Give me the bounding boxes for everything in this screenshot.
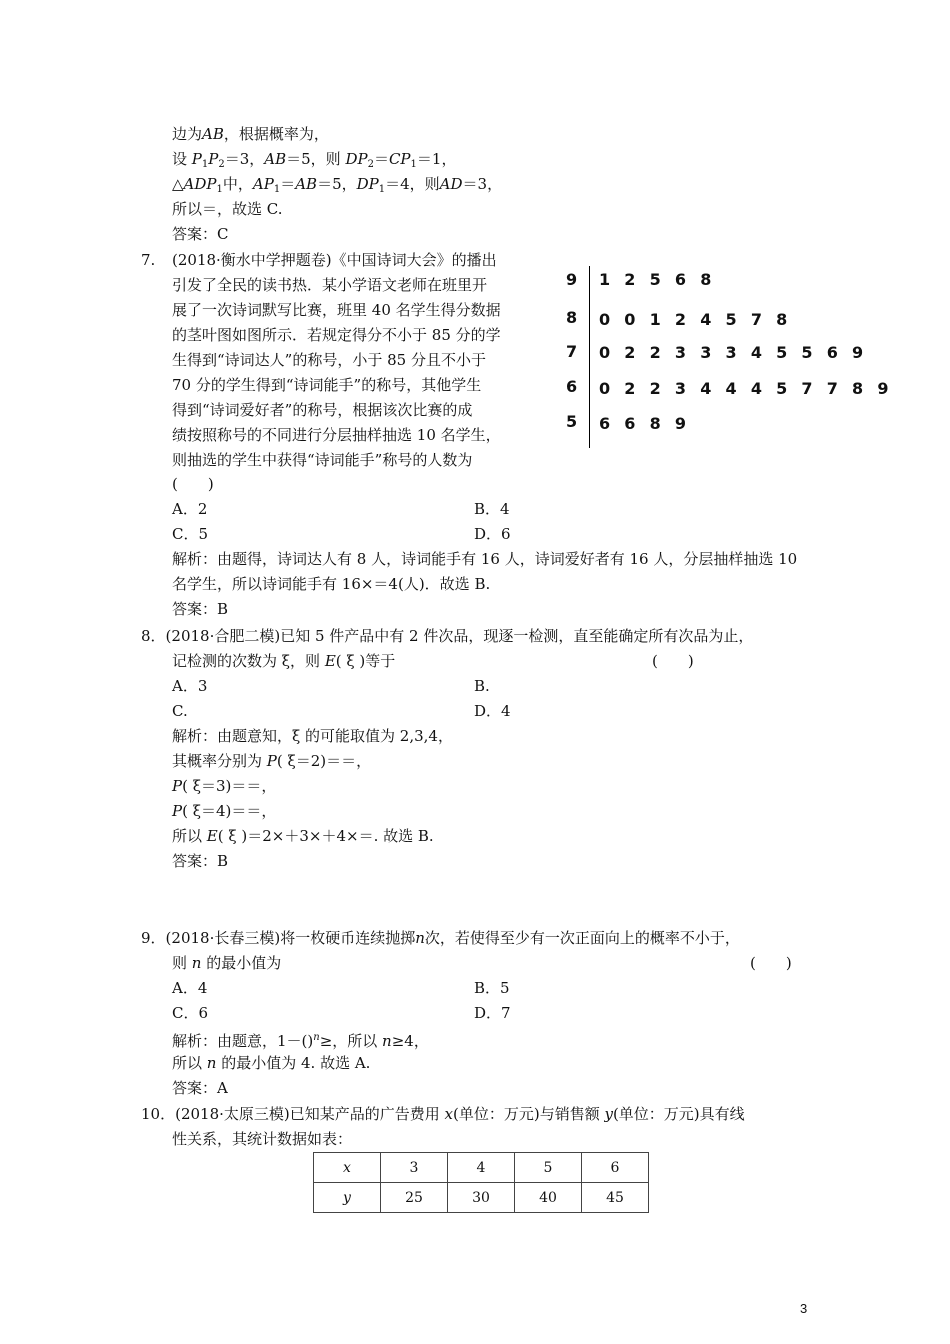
table-cell: 5 [515,1153,582,1183]
leaves-7: 0 2 2 3 3 3 4 5 5 6 9 [599,343,868,362]
q9-answer: 答案：A [172,1079,228,1097]
leaves-6: 0 2 2 3 4 4 4 5 7 7 8 9 [599,379,893,398]
table-cell: y [314,1183,381,1213]
q9-solution-1: 解析：由题意，1－()$^n$≥，所以 n≥4， [172,1032,429,1050]
q8-option-c: C. [172,702,188,720]
table-row-x [314,1153,649,1183]
q7-option-b: B．4 [474,500,510,518]
leaves-9: 1 2 5 6 8 [599,270,716,289]
stem-7: 7 [566,342,578,361]
q9-option-b: B．5 [474,979,510,997]
q8-line-2: 记检测的次数为 ξ，则 E( ξ )等于 [172,652,396,670]
q7-option-a: A．2 [172,500,208,518]
leaves-5: 6 6 8 9 [599,414,691,433]
q7-option-c: C．5 [172,525,209,543]
q9-solution-2: 所以 n 的最小值为 4. 故选 A. [172,1054,371,1072]
stem-9: 9 [566,270,578,289]
q8-line-1: 8．(2018·合肥二模)已知 5 件产品中有 2 件次品，现逐一检测，直至能确定所有次品为止， [141,627,754,645]
q6-line-3: $\triangle ADP_1$中，$AP_1=AB=5$，$DP_1=4$，则AD＝3， [172,175,503,195]
q8-option-d: D．4 [474,702,511,720]
stem-6: 6 [566,377,578,396]
stem-divider-line [589,266,590,448]
q9-option-a: A．4 [172,979,208,997]
q10-line-2: 性关系，其统计数据如表： [172,1130,353,1148]
q7-answer-paren: ( ) [172,475,214,493]
table-cell: 3 [381,1153,448,1183]
q8-solution-5: 所以 E( ξ )＝2×＋3×＋4×＝. 故选 B. [172,827,434,845]
q7-line-2: 引发了全民的读书热．某小学语文老师在班里开 [172,276,488,294]
q8-solution-2: 其概率分别为 P( ξ＝2)＝＝， [172,752,372,770]
q9-line-1: 9．(2018·长春三模)将一枚硬币连续抛掷n次，若使得至少有一次正面向上的概率不小于， [141,929,740,947]
q9-option-d: D．7 [474,1004,511,1022]
table-row-y [314,1183,649,1213]
q8-solution-3: P( ξ＝3)＝＝， [172,777,277,795]
q6-answer: 答案：C [172,225,229,243]
table-cell: x [314,1153,381,1183]
q6-line-4: 所以＝，故选 C. [172,200,283,218]
table-cell: 4 [448,1153,515,1183]
q8-solution-4: P( ξ＝4)＝＝， [172,802,277,820]
q7-solution-2: 名学生，所以诗词能手有 16×＝4(人)．故选 B. [172,575,491,593]
q7-answer: 答案：B [172,600,229,618]
q8-option-b: B. [474,677,490,695]
q7-line-1: (2018·衡水中学押题卷)《中国诗词大会》的播出 [172,251,497,269]
table-cell: 45 [582,1183,649,1213]
q10-data-table [313,1152,649,1213]
q7-line-5: 生得到“诗词达人”的称号，小于 85 分且不小于 [172,351,486,369]
table-cell: 6 [582,1153,649,1183]
q9-answer-paren: ( ) [750,954,792,972]
table-cell: 25 [381,1183,448,1213]
q8-solution-1: 解析：由题意知，ξ 的可能取值为 2,3,4， [172,727,453,745]
q8-answer-paren: ( ) [652,652,694,670]
q6-line-1: 边为AB，根据概率为， [172,125,329,143]
q7-line-9: 则抽选的学生中获得“诗词能手”称号的人数为 [172,451,473,469]
q8-answer: 答案：B [172,852,229,870]
q7-line-6: 70 分的学生得到“诗词能手”的称号，其他学生 [172,376,482,394]
q9-option-c: C．6 [172,1004,209,1022]
q7-line-3: 展了一次诗词默写比赛，班里 40 名学生得分数据 [172,301,501,319]
q7-line-8: 绩按照称号的不同进行分层抽样抽选 10 名学生， [172,426,501,444]
q8-option-a: A．3 [172,677,208,695]
table-cell: 30 [448,1183,515,1213]
q7-line-7: 得到“诗词爱好者”的称号，根据该次比赛的成 [172,401,473,419]
stem-5: 5 [566,412,578,431]
q7-solution-1: 解析：由题得，诗词达人有 8 人，诗词能手有 16 人，诗词爱好者有 16 人，分层抽样抽选 10 [172,550,798,568]
q7-option-d: D．6 [474,525,511,543]
page-number: 3 [800,1301,808,1316]
leaves-8: 0 0 1 2 4 5 7 8 [599,310,792,329]
q6-line-2: 设 $P_1P_2=3$，AB＝5，则 $DP_2=CP_1=1$， [172,150,457,170]
table-cell: 40 [515,1183,582,1213]
q9-line-2: 则 n 的最小值为 [172,954,282,972]
q7-number: 7. [141,251,156,269]
q10-line-1: 10．(2018·太原三模)已知某产品的广告费用 x(单位：万元)与销售额 y(单位：万元)具有线 [141,1105,745,1123]
stem-8: 8 [566,308,578,327]
q7-line-4: 的茎叶图如图所示．若规定得分不小于 85 分的学 [172,326,501,344]
